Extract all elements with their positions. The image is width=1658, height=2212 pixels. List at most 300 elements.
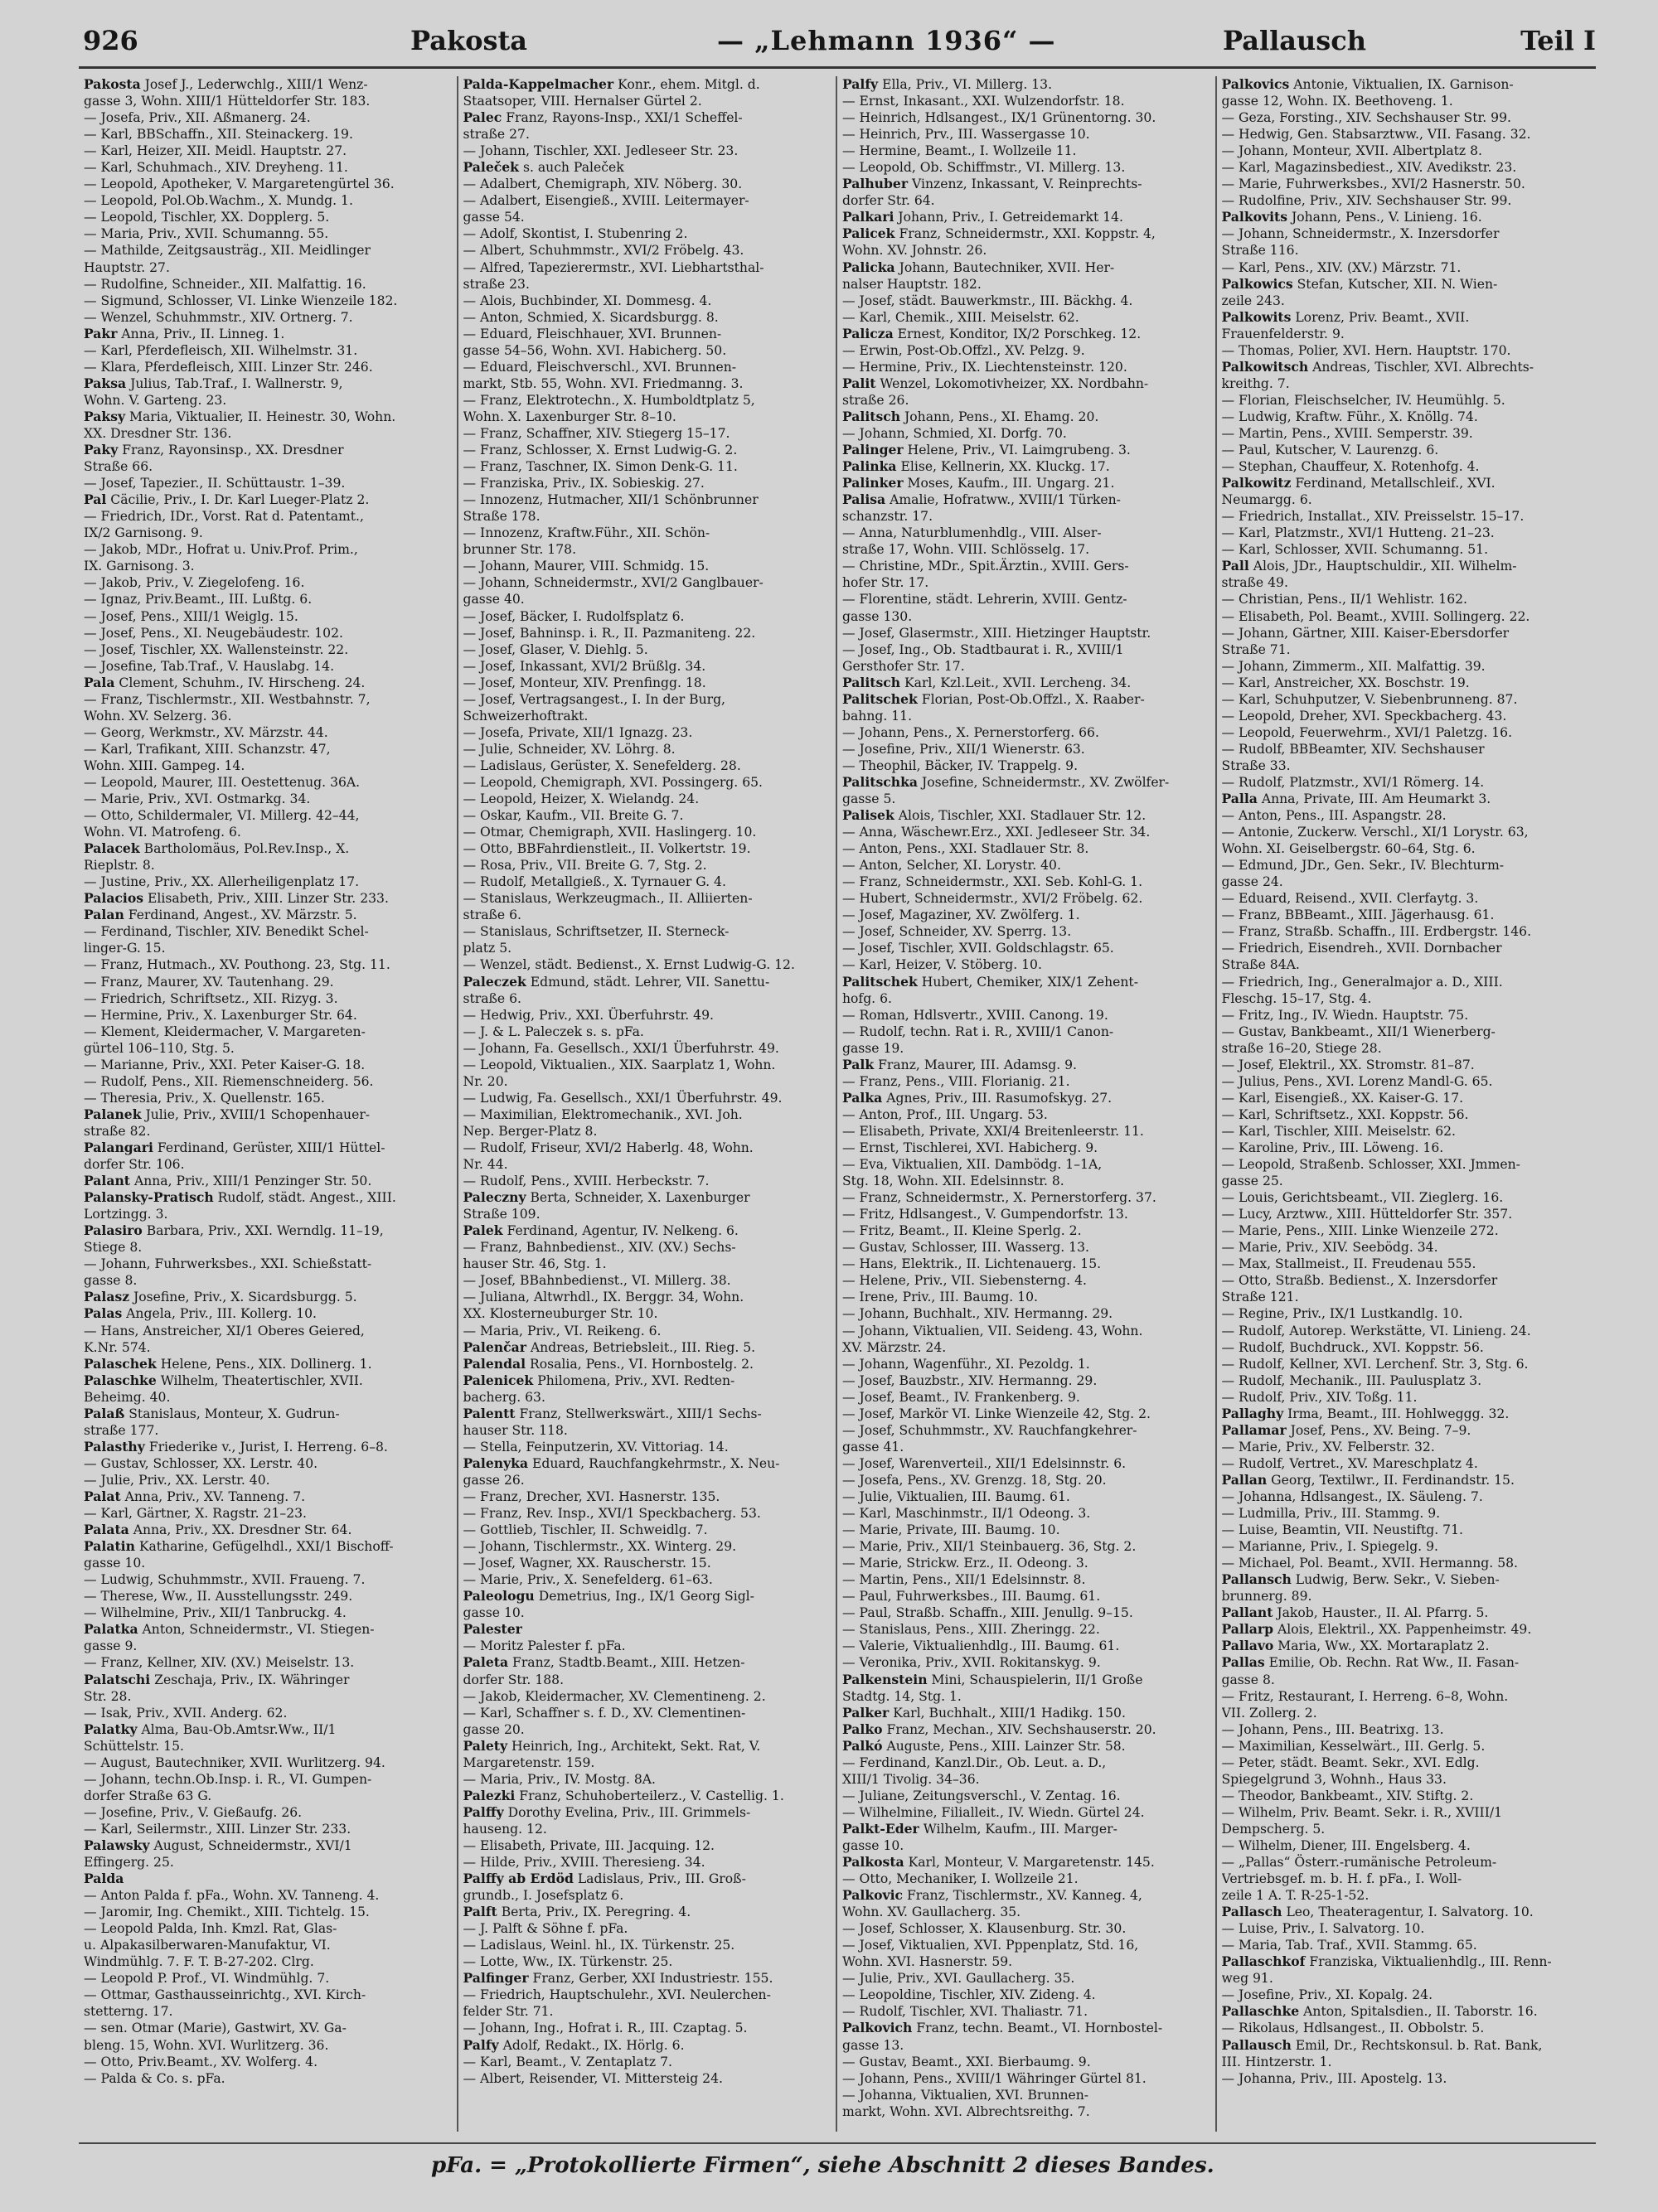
entry-surname: Palatka: [84, 1621, 138, 1638]
entry-text: Alois, Elektril., XX. Pappenheimstr. 49.: [1273, 1622, 1532, 1638]
entry-text: — Martin, Pens., XVIII. Semperstr. 39.: [1221, 425, 1473, 441]
directory-entry-line: [84, 1455, 452, 1472]
directory-entry-line: [1222, 1289, 1592, 1305]
directory-entry-line: [842, 93, 1210, 109]
directory-entry-line: [463, 475, 831, 491]
entry-text: — Karl, Seilermstr., XIII. Linzer Str. 233.: [84, 1821, 351, 1837]
entry-text: linger-G. 15.: [84, 941, 166, 956]
directory-entry-line: [463, 1007, 831, 1024]
entry-text: Franz, Schuhoberteilerz., V. Castellig. 1.: [515, 1788, 784, 1803]
entry-text: Helene, Priv., VI. Laimgrubeng. 3.: [903, 443, 1131, 458]
directory-entry-line: [1222, 1189, 1592, 1206]
entry-text: Philomena, Priv., XVI. Redten-: [533, 1372, 735, 1388]
directory-entry-line: [1222, 409, 1592, 425]
entry-text: Johann, Pens., XI. Ehamg. 20.: [900, 409, 1099, 424]
entry-text: August, Schneidermstr., XVI/1: [149, 1837, 352, 1853]
entry-text: — Paul, Fuhrwerksbes., III. Baumg. 61.: [842, 1589, 1101, 1605]
entry-text: — Josef, Pens., XIII/1 Weiglg. 15.: [84, 608, 298, 624]
directory-entry-line: [842, 2054, 1210, 2070]
entry-text: gasse 3, Wohn. XIII/1 Hütteldorfer Str. 183.: [84, 94, 371, 109]
directory-entry-line: [842, 691, 1210, 708]
directory-entry-line: [463, 774, 831, 791]
directory-entry-line: [842, 1422, 1210, 1439]
entry-text: Barbara, Priv., XXI. Werndlg. 11–19,: [142, 1223, 384, 1239]
directory-entry-line: [842, 1970, 1210, 1987]
directory-entry-line: [1222, 1406, 1592, 1422]
directory-entry-line: [463, 1439, 831, 1455]
entry-text: — Leopold, Dreher, XVI. Speckbacherg. 43.: [1221, 708, 1507, 724]
directory-entry-line: [1222, 1272, 1592, 1289]
directory-entry-line: [463, 874, 831, 890]
directory-entry-line: [463, 974, 831, 990]
directory-entry-line: [463, 491, 831, 508]
entry-text: Staatsoper, VIII. Hernalser Gürtel 2.: [463, 94, 702, 109]
directory-entry-line: [84, 1571, 452, 1588]
entry-text: Frauenfelderstr. 9.: [1221, 326, 1345, 341]
directory-entry-line: [463, 1289, 831, 1305]
directory-entry-line: [463, 541, 831, 558]
directory-entry-line: [463, 1654, 831, 1671]
directory-entry-line: [1222, 176, 1592, 192]
directory-entry-line: [84, 1406, 452, 1422]
entry-surname: Palatky: [84, 1721, 138, 1737]
entry-text: Ludwig, Berw. Sekr., V. Sieben-: [1291, 1572, 1500, 1588]
directory-entry-line: [1222, 1705, 1592, 1721]
entry-text: — Rudolf, Kellner, XVI. Lerchenf. Str. 3, Stg. 6.: [1221, 1356, 1529, 1372]
directory-entry-line: [463, 1239, 831, 1256]
directory-entry-line: [84, 1788, 452, 1804]
entry-text: — Karl, Schuhmach., XIV. Dreyheng. 11.: [84, 160, 348, 176]
directory-entry-line: [842, 1222, 1210, 1239]
directory-entry-line: [463, 923, 831, 940]
entry-text: — Johann, Wagenführ., XI. Pezoldg. 1.: [842, 1356, 1090, 1372]
entry-text: — Hedwig, Priv., XXI. Überfuhrstr. 49.: [463, 1007, 714, 1023]
directory-entry-line: [842, 1837, 1210, 1854]
directory-entry-line: [463, 1156, 831, 1173]
entry-text: — Ignaz, Priv.Beamt., III. Lußtg. 6.: [84, 592, 313, 607]
entry-text: Andreas, Tischler, XVI. Albrechts-: [1308, 359, 1534, 375]
entry-text: Alois, Tischler, XXI. Stadlauer Str. 12.: [894, 808, 1147, 824]
entry-text: gasse 9.: [84, 1638, 138, 1654]
directory-entry-line: [842, 1455, 1210, 1472]
entry-text: Emil, Dr., Rechtskonsul. b. Rat. Bank,: [1291, 2037, 1543, 2053]
directory-entry-line: [842, 109, 1210, 126]
directory-entry-line: [1222, 1090, 1592, 1106]
entry-text: Helene, Pens., XIX. Dollinerg. 1.: [156, 1356, 372, 1372]
directory-entry-line: [1222, 1323, 1592, 1339]
directory-entry-line: [1222, 1256, 1592, 1272]
directory-entry-line: [1222, 1305, 1592, 1322]
directory-entry-line: [84, 1505, 452, 1522]
directory-entry-line: [842, 724, 1210, 741]
directory-entry-line: [1222, 1339, 1592, 1356]
entry-text: Wohn. XVI. Hasnerstr. 59.: [842, 1954, 1013, 1970]
entry-surname: Palec: [463, 109, 502, 126]
entry-text: schanzstr. 17.: [842, 509, 933, 525]
directory-entry-line: [463, 608, 831, 625]
entry-text: — Marie, Priv., XII/1 Steinbauerg. 36, Stg. 2.: [842, 1539, 1137, 1555]
entry-text: — Hermine, Beamt., I. Wollzeile 11.: [842, 143, 1077, 159]
directory-entry-line: [1222, 1073, 1592, 1090]
directory-entry-line: [1222, 1970, 1592, 1987]
directory-entry-line: [463, 1688, 831, 1705]
entry-text: — Stephan, Chauffeur, X. Rotenhofg. 4.: [1221, 459, 1480, 475]
entry-text: Str. 28.: [84, 1688, 132, 1704]
entry-text: gasse 25.: [1221, 1174, 1283, 1189]
directory-entry-line: [1222, 359, 1592, 375]
entry-text: — Karl, Heizer, V. Stöberg. 10.: [842, 957, 1042, 973]
entry-text: gasse 8.: [1221, 1672, 1275, 1687]
entry-text: — Josef, Monteur, XIV. Prenfingg. 18.: [463, 675, 706, 690]
entry-text: Franz, Stellwerkswärt., XIII/1 Sechs-: [515, 1406, 762, 1421]
directory-entry-line: [84, 1555, 452, 1571]
directory-entry-line: [84, 1953, 452, 1970]
directory-entry-line: [842, 143, 1210, 159]
directory-entry-line: [842, 1571, 1210, 1588]
entry-surname: Palaß: [84, 1405, 125, 1421]
entry-text: Elise, Kellnerin, XX. Kluckg. 17.: [896, 459, 1110, 475]
entry-text: — Johann, Zimmerm., XII. Malfattig. 39.: [1221, 658, 1486, 674]
directory-entry-line: [1222, 2020, 1592, 2036]
entry-text: — Josef, Beamt., IV. Frankenberg. 9.: [842, 1389, 1080, 1405]
entry-surname: Pallavo: [1221, 1638, 1274, 1654]
directory-entry-line: [1222, 491, 1592, 508]
entry-text: — Rudolf, techn. Rat i. R., XVIII/1 Canon-: [842, 1024, 1114, 1039]
entry-text: u. Alpakasilberwaren-Manufaktur, VI.: [84, 1938, 331, 1953]
entry-text: — Franz, Drecher, XVI. Hasnerstr. 135.: [463, 1488, 720, 1504]
entry-text: — Therese, Ww., II. Ausstellungsstr. 249.: [84, 1589, 353, 1605]
entry-text: — Leopold, Pol.Ob.Wachm., X. Mundg. 1.: [84, 193, 353, 209]
entry-text: Wohn. V. Garteng. 23.: [84, 392, 227, 408]
entry-text: — J. Palft & Söhne f. pFa.: [463, 1921, 628, 1937]
entry-text: — Josef, städt. Bauwerkmstr., III. Bäckhg. 4.: [842, 293, 1133, 308]
directory-entry-line: [1222, 724, 1592, 741]
directory-entry-line: [842, 625, 1210, 641]
directory-entry-line: [842, 1688, 1210, 1705]
entry-text: — Johann, Buchhalt., XIV. Hermanng. 29.: [842, 1306, 1113, 1322]
entry-text: Rosalia, Pens., VI. Hornbostelg. 2.: [526, 1356, 754, 1372]
entry-text: gasse 10.: [84, 1556, 146, 1571]
entry-text: — Ernst, Inkasant., XXI. Wulzendorfstr. 18.: [842, 94, 1125, 109]
directory-entry-line: [463, 1073, 831, 1090]
directory-entry-line: [842, 2070, 1210, 2087]
directory-entry-line: [842, 956, 1210, 973]
entry-text: Karl, Monteur, V. Margaretenstr. 145.: [904, 1855, 1155, 1871]
directory-entry-line: [842, 641, 1210, 658]
directory-entry-line: [1222, 1123, 1592, 1140]
entry-text: — Johann, Tischlermstr., XX. Winterg. 29.: [463, 1539, 737, 1555]
entry-surname: Palfinger: [463, 1970, 529, 1987]
directory-entry-line: [84, 1024, 452, 1040]
directory-entry-line: [1222, 525, 1592, 541]
entry-text: Anna, Private, III. Am Heumarkt 3.: [1257, 791, 1491, 807]
entry-text: — Hans, Anstreicher, XI/1 Oberes Geiered,: [84, 1323, 365, 1338]
entry-text: Franz, Rayonsinsp., XX. Dresdner: [118, 443, 344, 458]
directory-entry-line: [84, 840, 452, 857]
directory-entry-line: [1222, 758, 1592, 774]
entry-surname: Palfy: [842, 76, 879, 92]
entry-surname: Palker: [842, 1704, 890, 1721]
entry-text: — Josefine, Priv., V. Gießaufg. 26.: [84, 1804, 303, 1820]
entry-surname: Palan: [84, 907, 124, 923]
directory-entry-line: [463, 1771, 831, 1788]
entry-surname: Palko: [842, 1721, 883, 1737]
entry-surname: Palft: [463, 1904, 497, 1920]
directory-entry-line: [1222, 708, 1592, 724]
directory-entry-line: [842, 326, 1210, 342]
entry-text: — Karl, Heizer, XII. Meidl. Hauptstr. 27.: [84, 143, 347, 159]
entry-text: — Franz, Schneidermstr., X. Pernerstorferg. 37.: [842, 1190, 1156, 1206]
directory-entry-line: [1222, 807, 1592, 824]
entry-text: — Friedrich, Schriftsetz., XII. Rizyg. 3.: [84, 990, 338, 1006]
entry-text: — Otto, Priv.Beamt., XV. Wolferg. 4.: [84, 2054, 318, 2069]
directory-entry-line: [84, 159, 452, 176]
entry-text: — Elisabeth, Private, XXI/4 Breitenleerstr. 11.: [842, 1123, 1144, 1139]
entry-text: — Ladislaus, Gerüster, X. Senefelderg. 28.: [463, 758, 741, 773]
directory-entry-line: [463, 1339, 831, 1356]
entry-text: — Anna, Naturblumenhdlg., VIII. Alser-: [842, 525, 1102, 541]
entry-surname: Palaschke: [84, 1372, 157, 1388]
directory-entry-line: [1222, 293, 1592, 309]
entry-surname: Palangari: [84, 1140, 153, 1155]
directory-entry-line: [84, 1854, 452, 1871]
entry-text: — Theresia, Priv., X. Quellenstr. 165.: [84, 1090, 325, 1106]
entry-text: — Johanna, Viktualien, XVI. Brunnen-: [842, 2087, 1089, 2103]
directory-entry-line: [1222, 1755, 1592, 1771]
entry-text: — Juliana, Altwrhdl., IX. Berggr. 34, Wohn.: [463, 1290, 744, 1305]
directory-entry-line: [84, 491, 452, 508]
entry-text: — Hubert, Schneidermstr., XVI/2 Fröbelg. 62.: [842, 891, 1143, 907]
directory-entry-line: [463, 1323, 831, 1339]
entry-text: Georg, Textilwr., II. Ferdinandstr. 15.: [1267, 1472, 1515, 1488]
directory-entry-line: [463, 724, 831, 741]
entry-text: — Karl, Eisengieß., XX. Kaiser-G. 17.: [1221, 1090, 1464, 1106]
directory-entry-line: [842, 508, 1210, 525]
entry-text: — Marie, Priv., XVI. Ostmarkg. 34.: [84, 791, 311, 807]
entry-text: — Eduard, Fleischverschl., XVI. Brunnen-: [463, 359, 737, 375]
entry-surname: Palenicek: [463, 1372, 534, 1388]
entry-text: — Josef, Bauzbstr., XIV. Hermanng. 29.: [842, 1372, 1098, 1388]
directory-entry-line: [842, 1638, 1210, 1654]
entry-text: Anna, Priv., II. Linneg. 1.: [117, 326, 285, 341]
directory-entry-line: [842, 1206, 1210, 1222]
entry-text: — Lotte, Ww., IX. Türkenstr. 25.: [463, 1954, 673, 1970]
entry-text: — Marie, Private, III. Baumg. 10.: [842, 1522, 1060, 1538]
directory-entry-line: [463, 1705, 831, 1721]
entry-surname: Pallan: [1221, 1471, 1268, 1488]
entry-text: gasse 10.: [842, 1837, 904, 1853]
entry-surname: Palatschi: [84, 1671, 151, 1687]
entry-surname: Palasiro: [84, 1222, 143, 1239]
entry-text: — Gustav, Bankbeamt., XII/1 Wienerberg-: [1221, 1024, 1496, 1039]
entry-text: — Martin, Pens., XII/1 Edelsinnstr. 8.: [842, 1572, 1086, 1588]
entry-surname: Palfy: [463, 2036, 499, 2053]
entry-text: — Stanislaus, Pens., XIII. Zheringg. 22.: [842, 1622, 1100, 1638]
entry-surname: Palkt-Eder: [842, 1820, 919, 1837]
directory-entry-line: [1222, 2054, 1592, 2070]
entry-text: gasse 5.: [842, 791, 896, 807]
directory-entry-line: [842, 1854, 1210, 1871]
entry-text: Leo, Theateragentur, I. Salvatorg. 10.: [1282, 1905, 1534, 1920]
directory-entry-line: [842, 1272, 1210, 1289]
entry-text: — Ernst, Tischlerei, XVI. Habicherg. 9.: [842, 1140, 1098, 1155]
directory-entry-line: [84, 1422, 452, 1439]
entry-text: Eduard, Rauchfangkehrmstr., X. Neu-: [528, 1455, 780, 1471]
directory-entry-line: [842, 1621, 1210, 1638]
entry-text: Zeschaja, Priv., IX. Währinger: [150, 1672, 350, 1687]
entry-text: — Oskar, Kaufm., VII. Breite G. 7.: [463, 808, 684, 824]
entry-text: gasse 26.: [463, 1472, 525, 1488]
directory-entry-line: [463, 1173, 831, 1189]
directory-entry-line: [1222, 923, 1592, 940]
directory-entry-line: [842, 874, 1210, 890]
entry-text: — Johanna, Priv., III. Apostelg. 13.: [1221, 2070, 1447, 2086]
directory-entry-line: [1222, 1571, 1592, 1588]
entry-surname: Pall: [1221, 558, 1249, 574]
entry-text: — Justine, Priv., XX. Allerheiligenplatz 17.: [84, 874, 360, 890]
directory-entry-line: [84, 1439, 452, 1455]
directory-entry-line: [84, 1654, 452, 1671]
entry-text: — Anton, Prof., III. Ungarg. 53.: [842, 1106, 1048, 1122]
directory-entry-line: [1222, 508, 1592, 525]
directory-entry-line: [842, 1871, 1210, 1887]
directory-entry-line: [1222, 159, 1592, 176]
directory-entry-line: [463, 359, 831, 375]
entry-text: straße 26.: [842, 392, 909, 408]
directory-entry-line: [84, 508, 452, 525]
directory-entry-line: [842, 375, 1210, 392]
entry-text: — Johanna, Hdlsangest., IX. Säuleng. 7.: [1221, 1488, 1483, 1504]
directory-entry-line: [84, 1189, 452, 1206]
entry-text: Beheimg. 40.: [84, 1389, 171, 1405]
directory-entry-line: [463, 1953, 831, 1970]
directory-entry-line: [463, 93, 831, 109]
directory-entry-line: [1222, 1771, 1592, 1788]
entry-text: — Stanislaus, Werkzeugmach., II. Alliierten-: [463, 891, 753, 907]
directory-entry-line: [84, 641, 452, 658]
entry-text: Berta, Priv., IX. Peregring. 4.: [497, 1905, 691, 1920]
directory-entry-line: [842, 1007, 1210, 1024]
directory-entry-line: [1222, 192, 1592, 209]
directory-entry-line: [84, 143, 452, 159]
directory-entry-line: [842, 458, 1210, 475]
directory-entry-line: [842, 558, 1210, 574]
directory-entry-line: [1222, 1887, 1592, 1904]
directory-entry-line: [842, 1804, 1210, 1821]
entry-surname: Pala: [84, 674, 115, 690]
directory-entry-line: [1222, 2037, 1592, 2054]
entry-text: Johann, Bautechniker, XVII. Her-: [894, 259, 1115, 275]
directory-entry-line: [842, 907, 1210, 923]
directory-entry-line: [84, 675, 452, 691]
entry-text: — Leopold, Maurer, III. Oestettenug. 36A.: [84, 774, 361, 790]
directory-entry-line: [1222, 840, 1592, 857]
entry-text: — sen. Otmar (Marie), Gastwirt, XV. Ga-: [84, 2021, 347, 2036]
entry-text: — Hermine, Priv., X. Laxenburger Str. 64.: [84, 1007, 357, 1023]
entry-surname: Palata: [84, 1522, 129, 1538]
directory-entry-line: [1222, 1538, 1592, 1555]
entry-text: — Christian, Pens., II/1 Wehlistr. 162.: [1221, 592, 1468, 607]
entry-text: s. auch Paleček: [518, 160, 624, 176]
entry-text: — Anton, Pens., III. Aspangstr. 28.: [1221, 808, 1447, 824]
directory-entry-line: [463, 1106, 831, 1123]
entry-text: — Marie, Priv., XV. Felberstr. 32.: [1221, 1439, 1435, 1454]
entry-text: — Johann, Fa. Gesellsch., XXI/1 Überfuhrstr. 49.: [463, 1040, 779, 1056]
entry-text: — Rudolf, Vertret., XV. Mareschplatz 4.: [1221, 1455, 1478, 1471]
directory-entry-line: [842, 1289, 1210, 1305]
entry-text: — Karl, Anstreicher, XX. Boschstr. 19.: [1221, 675, 1470, 690]
entry-text: — Ludmilla, Priv., III. Stammg. 9.: [1221, 1506, 1441, 1522]
entry-text: Straße 71.: [1221, 641, 1291, 657]
directory-entry-line: [842, 1305, 1210, 1322]
directory-entry-line: [842, 209, 1210, 225]
directory-entry-line: [1222, 907, 1592, 923]
entry-surname: Palaschek: [84, 1355, 157, 1372]
entry-text: Maria, Viktualier, II. Heinestr. 30, Wohn.: [125, 409, 396, 424]
entry-surname: Palkowits: [1221, 308, 1292, 325]
entry-surname: Pallas: [1221, 1654, 1265, 1671]
entry-text: — Franz, Elektrotechn., X. Humboldtplatz 5,: [463, 392, 755, 408]
directory-entry-line: [842, 1538, 1210, 1555]
entry-text: — Josef, Tischler, XX. Wallensteinstr. 22.: [84, 641, 349, 657]
directory-entry-line: [84, 940, 452, 956]
entry-surname: Palenyka: [463, 1454, 529, 1471]
directory-entry-line: [463, 1738, 831, 1755]
directory-entry-line: [1222, 1738, 1592, 1755]
directory-entry-line: [84, 691, 452, 708]
directory-entry-line: [842, 342, 1210, 359]
right-catchword: Pallausch: [1223, 25, 1367, 56]
entry-text: brunnerg. 89.: [1221, 1589, 1312, 1605]
entry-surname: Palit: [842, 375, 876, 391]
directory-entry-line: [842, 1771, 1210, 1788]
entry-text: — Ludwig, Kraftw. Führ., X. Knöllg. 74.: [1221, 409, 1478, 424]
directory-entry-line: [842, 1721, 1210, 1738]
entry-text: — Karl, Gärtner, X. Ragstr. 21–23.: [84, 1506, 308, 1522]
entry-text: — Marie, Pens., XIII. Linke Wienzeile 272.: [1221, 1223, 1499, 1239]
directory-entry-line: [463, 625, 831, 641]
entry-text: — Karl, Beamt., V. Zentaplatz 7.: [463, 2054, 672, 2069]
entry-text: — Palda & Co. s. pFa.: [84, 2070, 225, 2086]
directory-entry-line: [1222, 1522, 1592, 1538]
entry-text: — Max, Stallmeist., II. Freudenau 555.: [1221, 1256, 1476, 1272]
directory-entry-line: [1222, 574, 1592, 591]
entry-text: — Josefa, Pens., XV. Grenzg. 18, Stg. 20.: [842, 1472, 1107, 1488]
directory-entry-line: [842, 442, 1210, 458]
entry-text: — Louis, Gerichtsbeamt., VII. Zieglerg. 16.: [1221, 1190, 1504, 1206]
entry-text: Josef J., Lederwchlg., XIII/1 Wenz-: [140, 77, 368, 92]
entry-text: — Julius, Pens., XVI. Lorenz Mandl-G. 65.: [1221, 1073, 1493, 1089]
directory-entry-line: [84, 724, 452, 741]
directory-entry-line: [1222, 1837, 1592, 1854]
entry-text: Anton, Schneidermstr., VI. Stiegen-: [138, 1622, 375, 1638]
directory-entry-line: [463, 209, 831, 225]
entry-text: — Leopold, Viktualien., XIX. Saarplatz 1, Wohn.: [463, 1057, 776, 1072]
directory-entry-line: [463, 409, 831, 425]
directory-entry-line: [463, 641, 831, 658]
entry-surname: Pallamar: [1221, 1421, 1287, 1438]
entry-text: — Gustav, Schlosser, XX. Lerstr. 40.: [84, 1455, 318, 1471]
entry-text: Nep. Berger-Platz 8.: [463, 1123, 598, 1139]
directory-entry-line: [463, 1605, 831, 1621]
entry-surname: Pallansch: [1221, 1571, 1292, 1588]
entry-surname: Palenčar: [463, 1338, 526, 1355]
directory-entry-line: [84, 1871, 452, 1887]
directory-entry-line: [463, 1455, 831, 1472]
directory-entry-line: [842, 242, 1210, 259]
entry-text: — Karoline, Priv., III. Löweng. 16.: [1221, 1140, 1444, 1155]
directory-entry-line: [842, 1406, 1210, 1422]
